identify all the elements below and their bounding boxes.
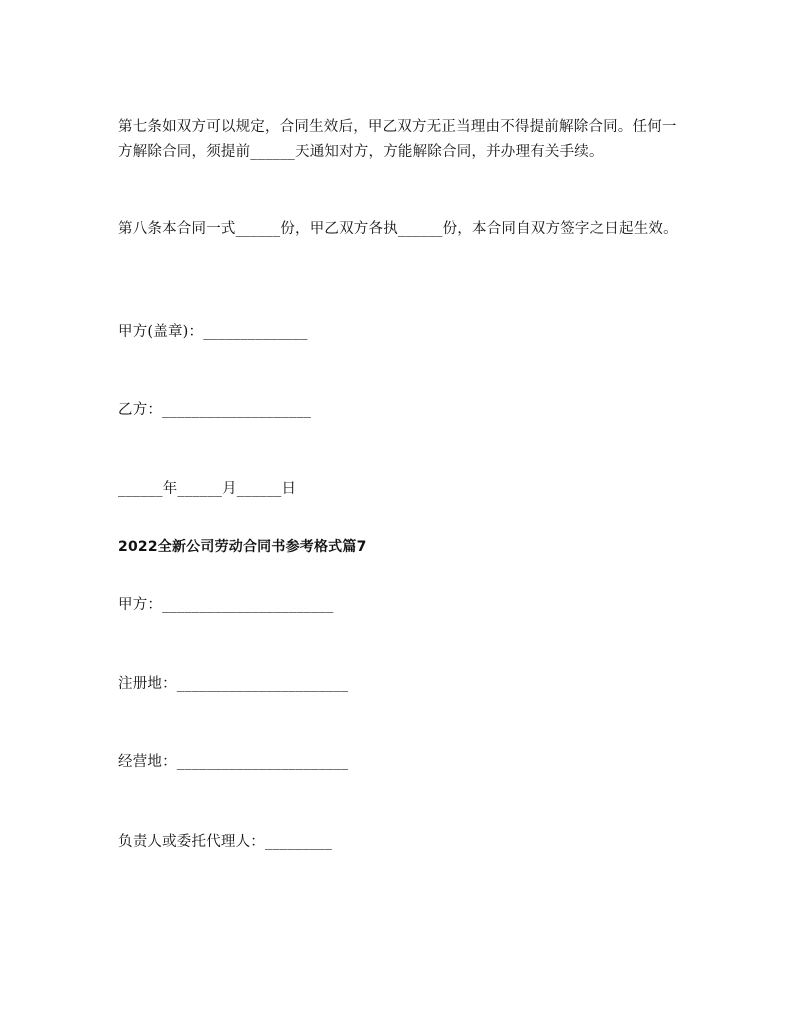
article-7-paragraph: 第七条如双方可以规定，合同生效后，甲乙双方无正当理由不得提前解除合同。任何一方解除合同，须提前______天通知对方，方能解除合同，并办理有关手续。 [118,119,677,160]
section-heading: 2022全新公司劳动合同书参考格式篇7 [118,539,367,555]
representative-line: 负责人或委托代理人：_________ [118,834,333,850]
party-b-line: 乙方：____________________ [118,402,312,418]
article-8-paragraph: 第八条本合同一式______份，甲乙双方各执______份，本合同自双方签字之日起生效。 [118,221,678,237]
business-address-line: 经营地：_______________________ [118,754,349,770]
date-line: ______年______月______日 [118,481,297,497]
party-a-seal-line: 甲方(盖章)：______________ [118,324,308,340]
registered-address-line: 注册地：_______________________ [118,676,349,692]
party-a-line: 甲方：_______________________ [118,597,334,613]
